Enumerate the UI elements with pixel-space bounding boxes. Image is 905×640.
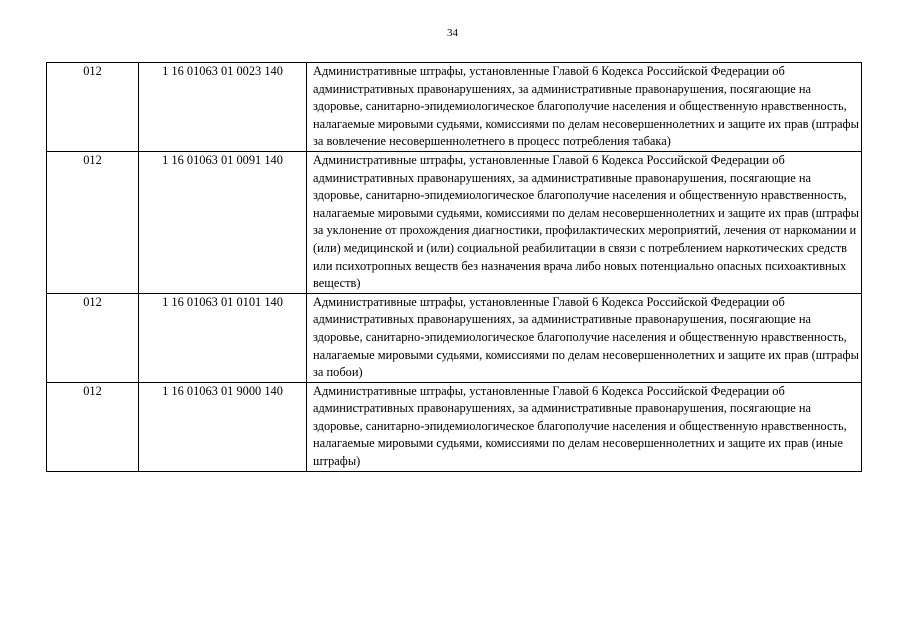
admin-code-cell: 012 (47, 382, 139, 471)
admin-code-cell: 012 (47, 63, 139, 152)
description-cell: Административные штрафы, установленные Главой 6 Кодекса Российской Федерации об административных правонарушениях, за административные правонарушения, посягающие на здоровье, санитарно-эпидемиологическое благополучие населения и общественную нравственность, налагаемые мировыми судьями, комиссиями по делам несовершеннолетних и защите их прав (штрафы за уклонение от прохождения диагностики, профилактических мероприятий, лечения от наркомании и (или) медицинской и (или) социальной реабилитации в связи с потреблением наркотических средств или психотропных веществ без назначения врача либо новых потенциально опасных психоактивных веществ) (307, 151, 862, 293)
page-number: 34 (447, 27, 458, 39)
kbk-code-cell: 1 16 01063 01 0091 140 (139, 151, 307, 293)
description-cell: Административные штрафы, установленные Главой 6 Кодекса Российской Федерации об административных правонарушениях, за административные правонарушения, посягающие на здоровье, санитарно-эпидемиологическое благополучие населения и общественную нравственность, налагаемые мировыми судьями, комиссиями по делам несовершеннолетних и защите их прав (иные штрафы) (307, 382, 862, 471)
admin-code-cell: 012 (47, 293, 139, 382)
table-row (47, 151, 862, 293)
kbk-code-cell: 1 16 01063 01 0101 140 (139, 293, 307, 382)
description-cell: Административные штрафы, установленные Главой 6 Кодекса Российской Федерации об административных правонарушениях, за административные правонарушения, посягающие на здоровье, санитарно-эпидемиологическое благополучие населения и общественную нравственность, налагаемые мировыми судьями, комиссиями по делам несовершеннолетних и защите их прав (штрафы за вовлечение несовершеннолетнего в процесс потребления табака) (307, 63, 862, 152)
admin-code-cell: 012 (47, 151, 139, 293)
description-cell: Административные штрафы, установленные Главой 6 Кодекса Российской Федерации об административных правонарушениях, за административные правонарушения, посягающие на здоровье, санитарно-эпидемиологическое благополучие населения и общественную нравственность, налагаемые мировыми судьями, комиссиями по делам несовершеннолетних и защите их прав (штрафы за побои) (307, 293, 862, 382)
budget-codes-table (46, 62, 862, 472)
kbk-code-cell: 1 16 01063 01 0023 140 (139, 63, 307, 152)
table-row (47, 63, 862, 152)
table-row (47, 293, 862, 382)
table-row (47, 382, 862, 471)
kbk-code-cell: 1 16 01063 01 9000 140 (139, 382, 307, 471)
